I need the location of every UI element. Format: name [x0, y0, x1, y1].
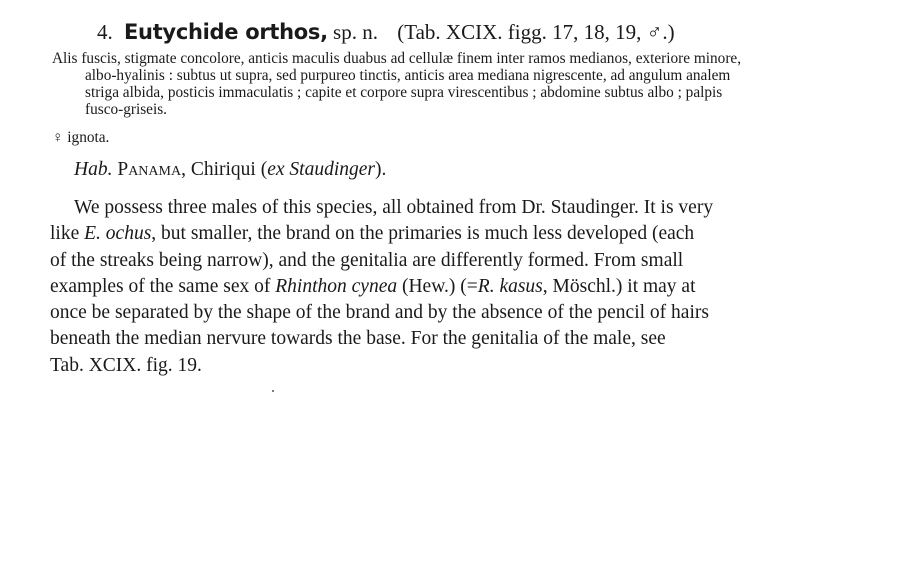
- female-note: ♀ ignota.: [52, 129, 110, 146]
- species-name: Eutychide orthos,: [124, 20, 328, 44]
- species-number: 4.: [97, 20, 113, 44]
- paragraph-line: [50, 274, 850, 300]
- paragraph-line: once be separated by the shape of the brand and by the absence of the pencil of hairs: [50, 302, 709, 324]
- text-run: , but smaller, the brand on the primaries is much less developed (each: [151, 223, 695, 245]
- latin-diagnosis: [52, 50, 852, 118]
- paragraph-line: Tab. XCIX. fig. 19.: [50, 354, 202, 376]
- text-run: examples of the same sex of: [50, 275, 276, 297]
- species-novelty: sp. n.: [333, 20, 378, 44]
- text-run: like: [50, 223, 85, 245]
- print-speck: [272, 390, 274, 392]
- text-run: (Hew.) (=: [397, 275, 478, 297]
- paragraph-line: [50, 221, 850, 247]
- habitat-locality: Panama,: [117, 159, 186, 180]
- habitat-close: ).: [374, 159, 387, 180]
- paragraph-line: We possess three males of this species, all obtained from Dr. Staudinger. It is very: [74, 197, 714, 218]
- habitat-source: ex Staudinger: [267, 159, 375, 180]
- habitat-label: Hab.: [74, 159, 113, 180]
- description-paragraph: [50, 195, 850, 379]
- diagnosis-line: Alis fuscis, stigmate concolore, anticis maculis duabus ad cellulæ finem inter ramos medianos, exteriore minore,: [52, 50, 742, 67]
- habitat-place: Chiriqui (: [190, 159, 268, 180]
- plate-reference: (Tab. XCIX. figg. 17, 18, 19, ♂.): [397, 20, 675, 44]
- diagnosis-line: albo-hyalinis : subtus ut supra, sed purpureo tinctis, anticis area mediana nigrescente, ad angulum analem: [85, 67, 731, 84]
- species-heading: [97, 18, 857, 46]
- paragraph-line: beneath the median nervure towards the base. For the genitalia of the male, see: [50, 328, 666, 350]
- diagnosis-line: fusco-griseis.: [85, 101, 167, 118]
- taxon-name: E. ochus: [84, 223, 152, 245]
- taxon-name: Rhinthon cynea: [275, 275, 398, 297]
- text-run: , Möschl.) it may at: [542, 275, 696, 297]
- taxon-name: R. kasus: [477, 275, 543, 297]
- habitat-line: [74, 157, 854, 183]
- diagnosis-line: striga albida, posticis immaculatis ; capite et corpore supra virescentibus ; abdomine subtus albo ; palpis: [85, 84, 723, 101]
- paragraph-line: of the streaks being narrow), and the genitalia are differently formed. From small: [50, 249, 684, 271]
